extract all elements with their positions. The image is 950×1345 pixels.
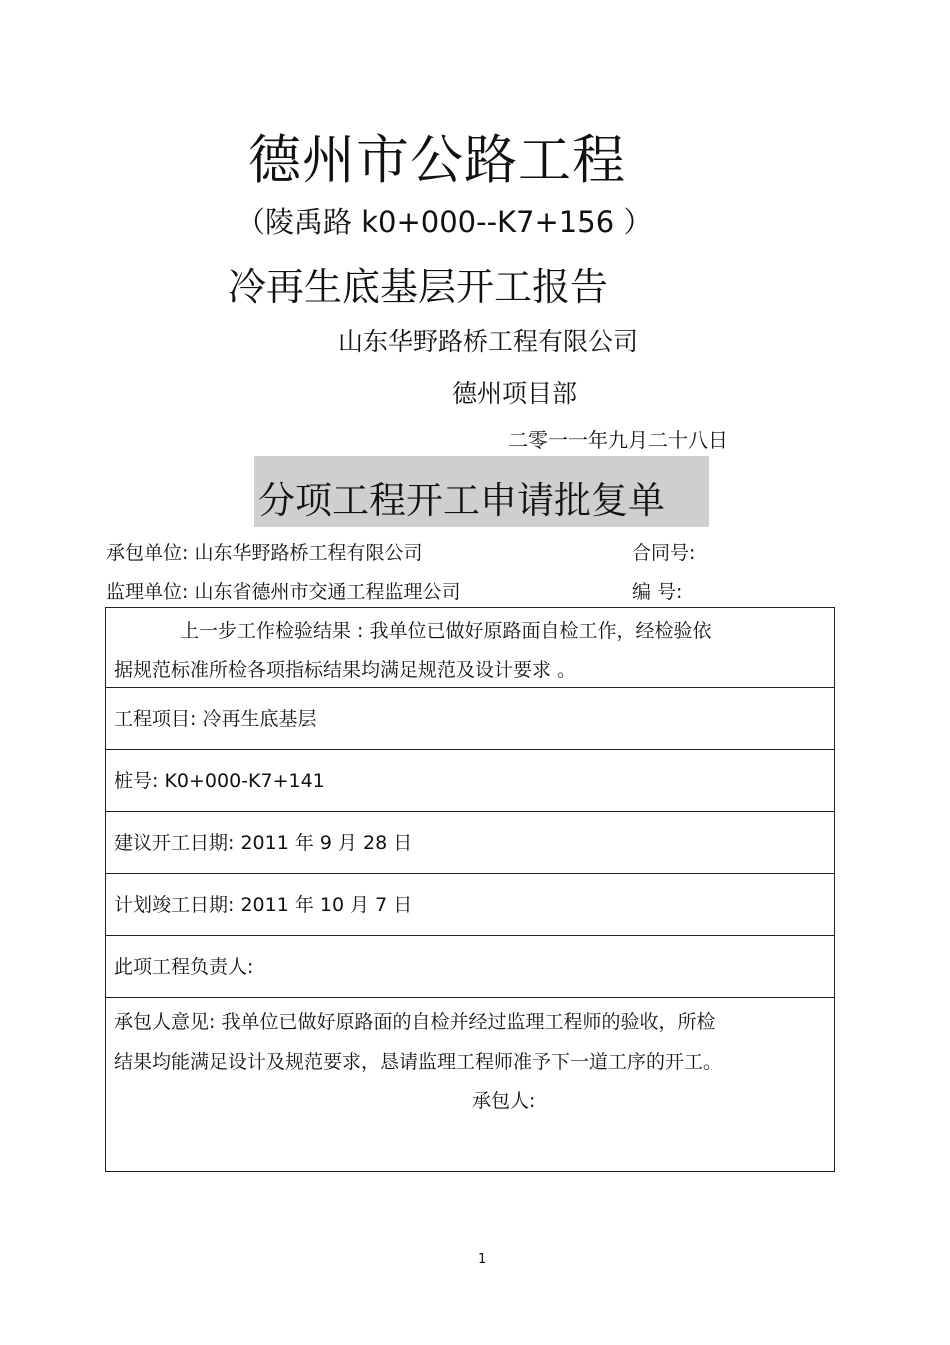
project-row xyxy=(106,688,834,750)
contractor-opinion-line2: 结果均能满足设计及规范要求，恳请监理工程师准予下一道工序的开工。 xyxy=(114,1051,723,1073)
person-in-charge-text: 此项工程负责人: xyxy=(114,956,254,978)
station-text: 桩号: K0+000-K7+141 xyxy=(114,770,325,792)
contract-number-label: 合同号: xyxy=(632,542,696,564)
cover-report-title: 冷再生底基层开工报告 xyxy=(228,265,609,309)
finish-date-text: 计划竣工日期: 2011 年 10 月 7 日 xyxy=(114,894,413,916)
contractor-signature-label: 承包人: xyxy=(472,1090,536,1112)
station-row xyxy=(106,750,834,812)
start-date-row xyxy=(106,812,834,874)
contractor-unit: 承包单位: 山东华野路桥工程有限公司 xyxy=(106,542,423,564)
cover-route: （陵禹路 k0+000--K7+156 ） xyxy=(236,205,653,239)
cover-title: 德州市公路工程 xyxy=(248,130,626,191)
serial-number-label: 编 号: xyxy=(632,581,683,603)
cover-date: 二零一一年九月二十八日 xyxy=(508,428,728,452)
previous-step-result-row xyxy=(106,608,834,688)
form-title: 分项工程开工申请批复单 xyxy=(258,479,665,522)
start-date-text: 建议开工日期: 2011 年 9 月 28 日 xyxy=(114,832,413,854)
page-number: 1 xyxy=(478,1252,487,1267)
project-text: 工程项目: 冷再生底基层 xyxy=(114,708,317,730)
contractor-opinion-row xyxy=(106,998,834,1171)
contractor-opinion-line1: 承包人意见: 我单位已做好原路面的自检并经过监理工程师的验收，所检 xyxy=(114,1011,716,1033)
cover-department: 德州项目部 xyxy=(452,379,578,408)
application-form-table xyxy=(105,607,835,1172)
person-in-charge-row xyxy=(106,936,834,998)
supervisor-unit: 监理单位: 山东省德州市交通工程监理公司 xyxy=(106,581,461,603)
finish-date-row xyxy=(106,874,834,936)
previous-step-result-line1: 上一步工作检验结果 : 我单位已做好原路面自检工作，经检验依 xyxy=(180,620,712,642)
cover-company: 山东华野路桥工程有限公司 xyxy=(338,327,639,356)
previous-step-result-line2: 据规范标准所检各项指标结果均满足规范及设计要求 。 xyxy=(114,659,577,681)
